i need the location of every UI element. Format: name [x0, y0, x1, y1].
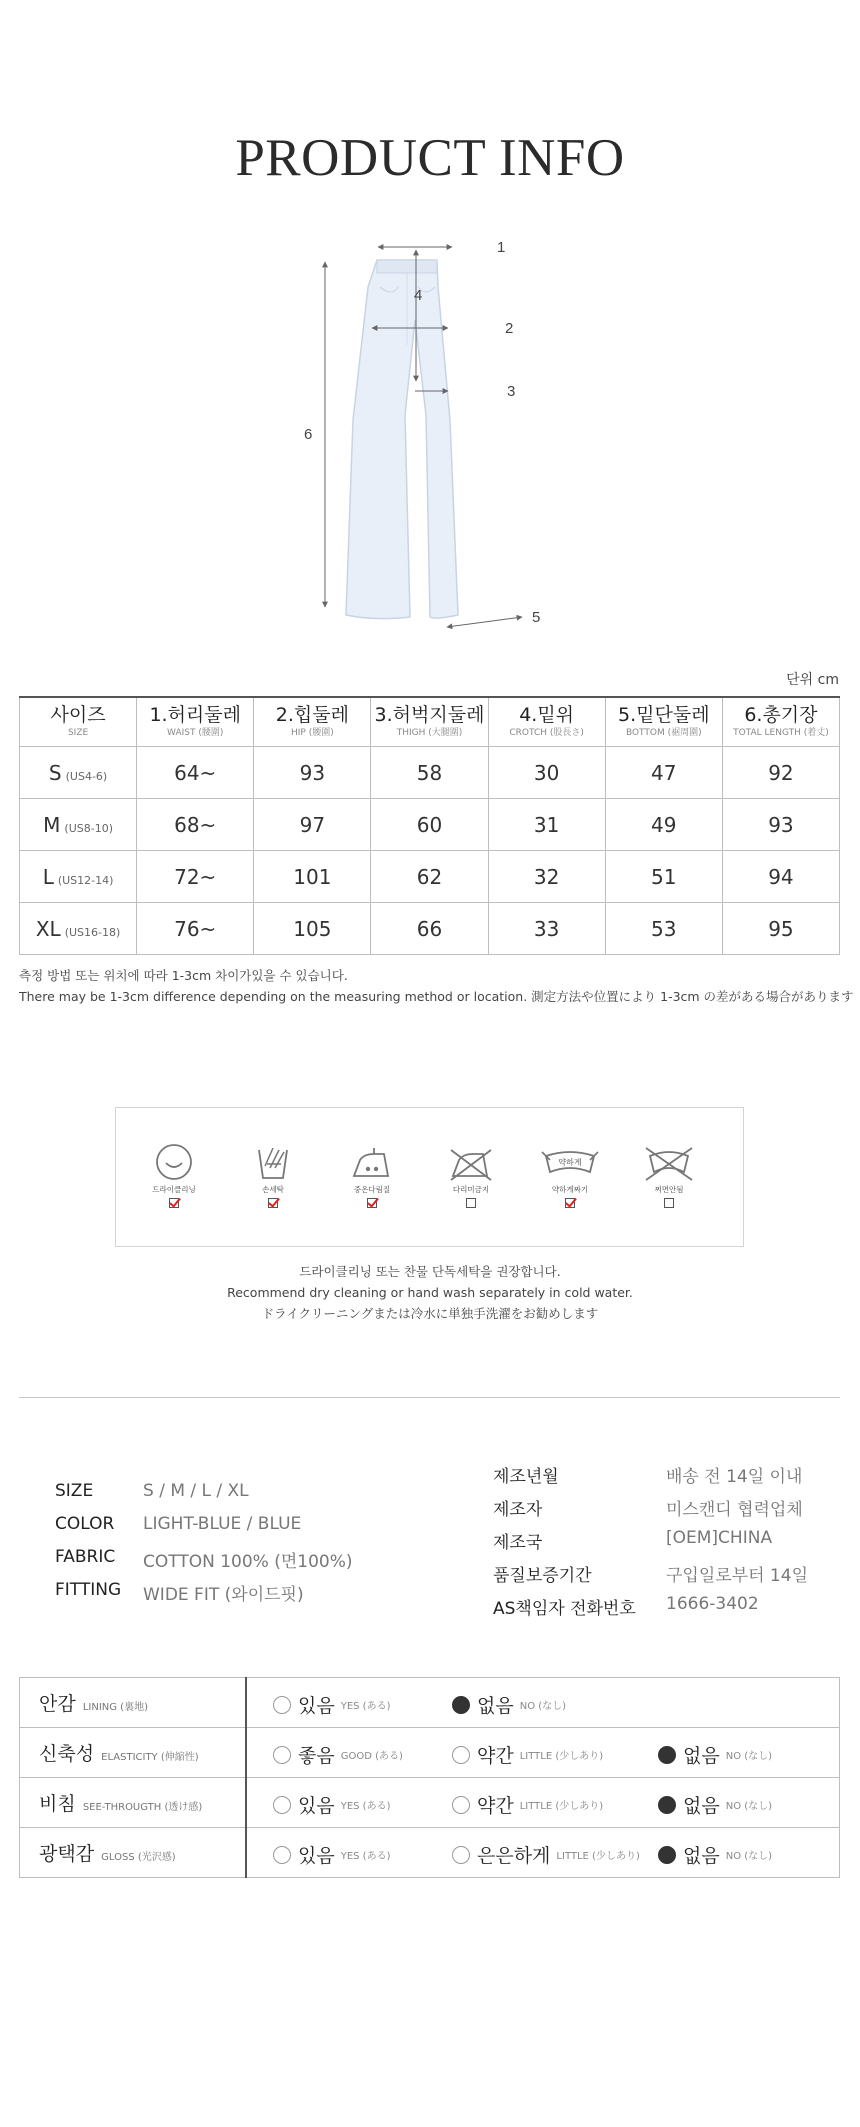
radio-button — [452, 1796, 470, 1814]
no-tumble-icon — [644, 1142, 694, 1182]
care-item-dry-clean: 드라이클리닝 — [142, 1142, 206, 1208]
info-key: 품질보증기간 — [493, 1566, 592, 1586]
table-row: M (US8-10) 68~ 97 60 31 49 93 — [20, 799, 840, 851]
care-item-hand-wash: 손세탁 — [241, 1142, 305, 1208]
note-ko: 측정 방법 또는 위치에 따라 1-3cm 차이가있을 수 있습니다. — [19, 968, 348, 983]
label-5: 5 — [532, 609, 541, 626]
care-checkbox — [268, 1198, 278, 1208]
spec-value: COTTON 100% (면100%) — [143, 1552, 353, 1572]
wash-note-ko: 드라이클리닝 또는 찬물 단독세탁을 권장합니다. — [299, 1264, 561, 1279]
pants-measurement-diagram — [250, 225, 650, 645]
table-row: S (US4-6) 64~ 93 58 30 47 92 — [20, 747, 840, 799]
table-row: L (US12-14) 72~ 101 62 32 51 94 — [20, 851, 840, 903]
col-header: 2.힙둘레 HIP (腰圍) — [254, 697, 371, 747]
info-key: 제조자 — [493, 1500, 543, 1520]
table-row: 광택감 GLOSS (光沢感) 있음 YES (ある) 은은하게 LITTLE (少しあり) 없음 NO (なし) — [20, 1828, 840, 1878]
fabric-feel-table — [19, 1677, 840, 1878]
radio-button — [273, 1846, 291, 1864]
radio-button-selected — [452, 1696, 470, 1714]
table-row: XL (US16-18) 76~ 105 66 33 53 95 — [20, 903, 840, 955]
label-2: 2 — [505, 320, 514, 337]
info-value: 배송 전 14일 이내 — [666, 1467, 803, 1487]
unit-label: 단위 cm — [786, 672, 839, 688]
radio-button — [273, 1796, 291, 1814]
pants-illustration — [346, 260, 458, 619]
care-checkbox — [466, 1198, 476, 1208]
spec-value: LIGHT-BLUE / BLUE — [143, 1514, 302, 1534]
size-table-header — [20, 697, 840, 747]
spec-value: WIDE FIT (와이드핏) — [143, 1585, 304, 1605]
info-key: 제조년월 — [493, 1467, 559, 1487]
hand-wash-icon — [251, 1142, 295, 1182]
label-4: 4 — [414, 287, 423, 304]
spec-key: COLOR — [55, 1514, 115, 1534]
radio-button-selected — [658, 1846, 676, 1864]
care-checkbox — [664, 1198, 674, 1208]
info-key: 제조국 — [493, 1533, 543, 1553]
col-header: 6.총기장 TOTAL LENGTH (着丈) — [722, 697, 839, 747]
measurement-notes — [19, 965, 854, 1007]
radio-button — [273, 1696, 291, 1714]
divider — [19, 1397, 840, 1398]
spec-key: FITTING — [55, 1580, 122, 1600]
label-1: 1 — [497, 239, 506, 256]
mild-wash-icon — [540, 1142, 600, 1182]
table-row: 신축성 ELASTICITY (伸縮性) 좋음 GOOD (ある) 약간 LITTLE (少しあり) 없음 NO (なし) — [20, 1728, 840, 1778]
size-table — [19, 696, 840, 955]
info-value: 1666-3402 — [666, 1594, 759, 1614]
note-en-jp: There may be 1-3cm difference depending on the measuring method or location. 測定方法や位置により 1-3cm の差がある場合があります — [19, 989, 854, 1004]
wash-note-jp: ドライクリーニングまたは冷水に単独手洗濯をお勧めします — [261, 1306, 599, 1321]
care-item-no-tumble: 찌면안됨 — [637, 1142, 701, 1208]
dry-clean-icon — [152, 1142, 196, 1182]
info-value: 구입일로부터 14일 — [666, 1566, 808, 1586]
spec-key: SIZE — [55, 1481, 94, 1501]
page-title: PRODUCT INFO — [235, 129, 625, 187]
wash-note-en: Recommend dry cleaning or hand wash separately in cold water. — [227, 1285, 633, 1300]
spec-value: S / M / L / XL — [143, 1481, 249, 1501]
svg-text:약하게: 약하게 — [558, 1158, 582, 1167]
radio-button — [452, 1846, 470, 1864]
no-iron-icon — [449, 1142, 493, 1182]
info-value: 미스캔디 협력업체 — [666, 1500, 803, 1520]
radio-button — [273, 1746, 291, 1764]
care-item-mild-wash: 약하게 약하게짜기 — [538, 1142, 602, 1208]
iron-medium-icon — [350, 1142, 394, 1182]
spec-key: FABRIC — [55, 1547, 116, 1567]
col-header: 사이즈 SIZE — [20, 697, 137, 747]
radio-button — [452, 1746, 470, 1764]
info-key: AS책임자 전화번호 — [493, 1599, 636, 1619]
care-checkbox — [565, 1198, 575, 1208]
col-header: 3.허벅지둘레 THIGH (大腿圍) — [371, 697, 488, 747]
col-header: 5.밑단둘레 BOTTOM (裾周圍) — [605, 697, 722, 747]
radio-button-selected — [658, 1796, 676, 1814]
table-row: 안감 LINING (裏地) 있음 YES (ある) 없음 NO (なし) — [20, 1678, 840, 1728]
info-value: [OEM]CHINA — [666, 1528, 773, 1548]
label-6: 6 — [304, 426, 313, 443]
care-instructions-box — [115, 1107, 744, 1247]
care-checkbox — [367, 1198, 377, 1208]
table-row: 비침 SEE-THROUGTH (透け感) 있음 YES (ある) 약간 LITTLE (少しあり) 없음 NO (なし) — [20, 1778, 840, 1828]
label-3: 3 — [507, 383, 516, 400]
measure-line-bottom — [447, 617, 522, 627]
col-header: 1.허리둘레 WAIST (腰圍) — [137, 697, 254, 747]
col-header: 4.밑위 CROTCH (股長さ) — [488, 697, 605, 747]
care-item-no-iron: 다리미금지 — [439, 1142, 503, 1208]
radio-button-selected — [658, 1746, 676, 1764]
care-checkbox — [169, 1198, 179, 1208]
wash-notes — [0, 1261, 860, 1324]
care-item-iron: 중온다림질 — [340, 1142, 404, 1208]
